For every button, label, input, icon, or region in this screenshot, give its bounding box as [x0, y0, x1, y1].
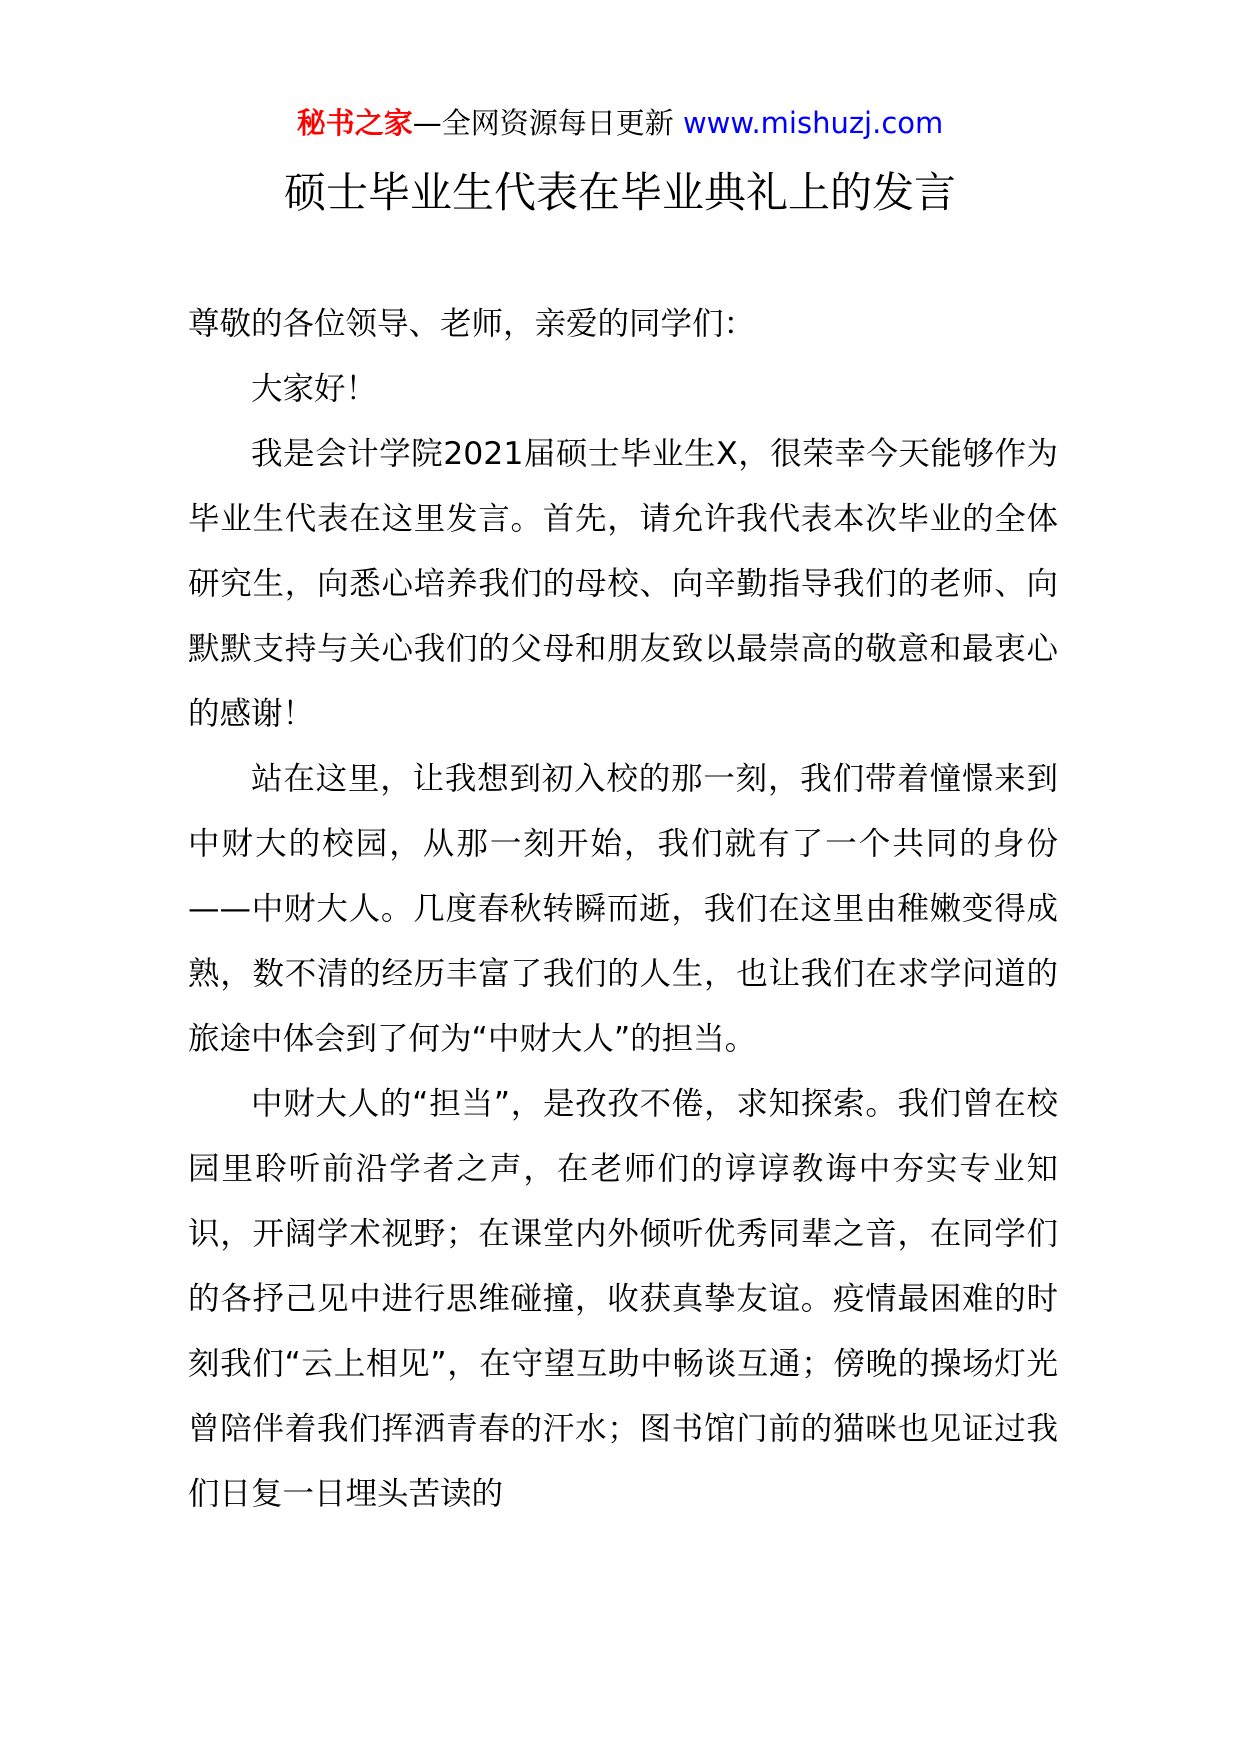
paragraph-introduction: 我是会计学院2021届硕士毕业生X，很荣幸今天能够作为毕业生代表在这里发言。首先，请允许我代表本次毕业的全体研究生，向悉心培养我们的母校、向辛勤指导我们的老师、向默默支持与关心我们的父母和朋友致以最崇高的敬意和最衷心的感谢！ [188, 436, 1058, 732]
paragraph-memories: 站在这里，让我想到初入校的那一刻，我们带着憧憬来到中财大的校园，从那一刻开始，我们就有了一个共同的身份——中财大人。几度春秋转瞬而逝，我们在这里由稚嫩变得成熟，数不清的经历丰富了我们的人生，也让我们在求学问道的旅途中体会到了何为“中财大人”的担当。 [188, 761, 1058, 1057]
salutation: 尊敬的各位领导、老师，亲爱的同学们： [188, 306, 756, 342]
paragraph-greeting: 大家好！ [251, 371, 378, 407]
site-url-link[interactable]: www.mishuzj.com [682, 106, 944, 140]
document-body [188, 292, 1058, 1527]
site-header [0, 103, 1240, 143]
paragraph-responsibility: 中财大人的“担当”，是孜孜不倦，求知探索。我们曾在校园里聆听前沿学者之声，在老师们的谆谆教诲中夯实专业知识，开阔学术视野；在课堂内外倾听优秀同辈之音，在同学们的各抒己见中进行思维碰撞，收获真挚友谊。疫情最困难的时刻我们“云上相见”，在守望互助中畅谈互通；傍晚的操场灯光曾陪伴着我们挥洒青春的汗水；图书馆门前的猫咪也见证过我们日复一日埋头苦读的 [188, 1086, 1058, 1512]
site-brand: 秘书之家 [296, 106, 413, 140]
document-title: 硕士毕业生代表在毕业典礼上的发言 [283, 168, 956, 217]
site-tagline: —全网资源每日更新 [412, 106, 674, 140]
